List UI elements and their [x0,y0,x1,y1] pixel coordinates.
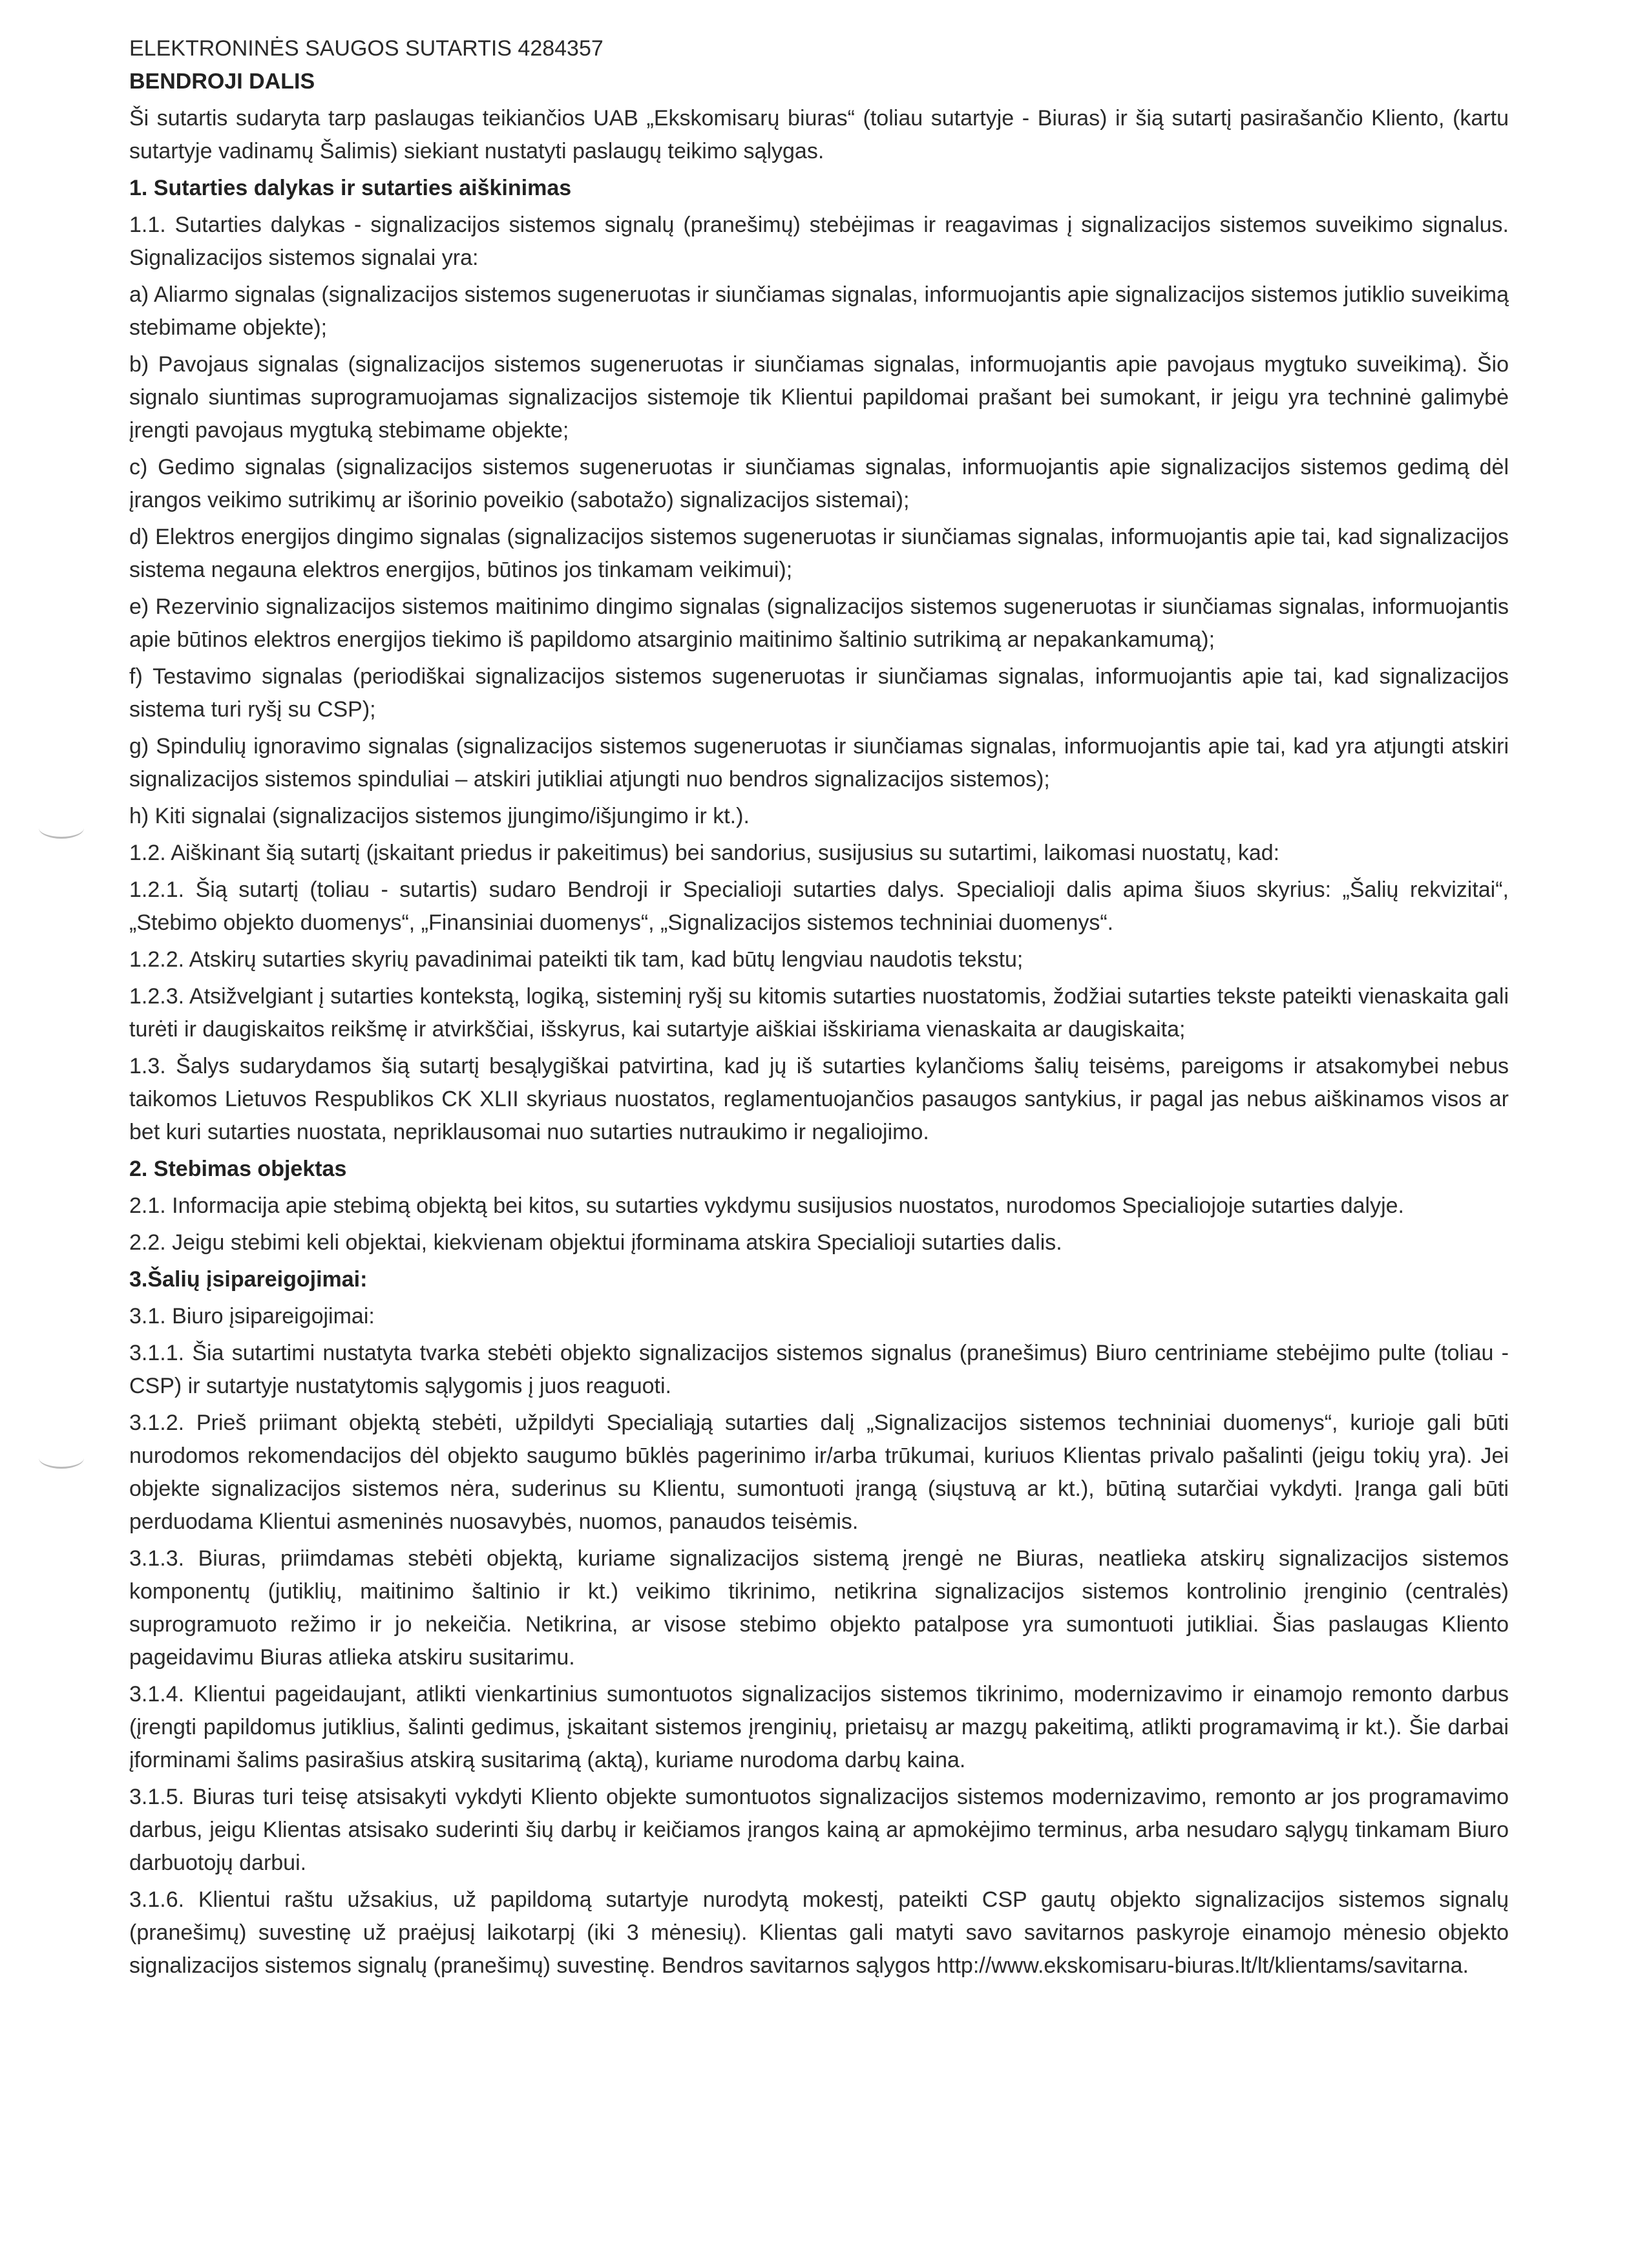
paragraph: f) Testavimo signalas (periodiškai signalizacijos sistemos sugeneruotas ir siunčiamas signalas, informuojantis apie tai, kad signalizacijos sistema turi ryšį su CSP); [129,664,1509,722]
paragraph: 1.2. Aiškinant šią sutartį (įskaitant priedus ir pakeitimus) bei sandorius, susijusius su sutartimi, laikomasi nuostatų, kad: [129,841,1280,865]
paragraph: 2.2. Jeigu stebimi keli objektai, kiekvienam objektui įforminama atskira Specialioji sutarties dalis. [129,1230,1062,1255]
paragraph: 3.1.3. Biuras, priimdamas stebėti objektą, kuriame signalizacijos sistemą įrengė ne Biuras, neatlieka atskirų signalizacijos sistemos komponentų (jutiklių, maitinimo šaltinio ir kt.) veikimo tikrinimo, netikrina signalizacijos sistemos kontrolinio įrenginio (centralės) suprogramuoto režimo ir jo nekeičia. Netikrina, ar visose stebimo objekto patalpose yra sumontuoti jutikliai. Šias paslaugas Kliento pageidavimu Biuras atlieka atskiru susitarimu. [129,1546,1509,1670]
paragraph: 2.1. Informacija apie stebimą objektą bei kitos, su sutarties vykdymu susijusios nuostatos, nurodomos Specialiojoje sutarties dalyje. [129,1193,1404,1218]
paragraph: Ši sutartis sudaryta tarp paslaugas teikiančios UAB „Ekskomisarų biuras“ (toliau sutartyje - Biuras) ir šią sutartį pasirašančio Kliento, (kartu sutartyje vadinamų Šalimis) siekiant nustatyti paslaugų teikimo sąlygas. [129,106,1509,163]
section-heading: 2. Stebimas objektas [129,1157,347,1181]
contract-document [129,32,1509,1986]
paragraph: 1.2.2. Atskirų sutarties skyrių pavadinimai pateikti tik tam, kad būtų lengviau naudotis tekstu; [129,947,1024,972]
paragraph: 3.1.5. Biuras turi teisę atsisakyti vykdyti Kliento objekte sumontuotos signalizacijos sistemos modernizavimo, remonto ar jos programavimo darbus, jeigu Klientas atsisako suderinti šių darbų ir keičiamos įrangos kainą ar apmokėjimo terminus, arba nesudaro sąlygų tinkamam Biuro darbuotojų darbui. [129,1785,1509,1875]
paragraph: 3.1.2. Prieš priimant objektą stebėti, užpildyti Specialiąją sutarties dalį „Signalizacijos sistemos techniniai duomenys“, kurioje gali būti nurodomos rekomendacijos dėl objekto saugumo būklės pagerinimo ir/arba trūkumai, kuriuos Klientas privalo pašalinti (jeigu tokių yra). Jei objekte signalizacijos sistemos nėra, suderinus su Klientu, sumontuoti įrangą (siųstuvą ar kt.), būtiną sutarčiai vykdyti. Įranga gali būti perduodama Klientui asmeninės nuosavybės, nuomos, panaudos teisėmis. [129,1411,1509,1534]
scan-margin-mark [39,1447,84,1469]
paragraph: a) Aliarmo signalas (signalizacijos sistemos sugeneruotas ir siunčiamas signalas, informuojantis apie signalizacijos sistemos jutiklio suveikimą stebimame objekte); [129,282,1509,340]
paragraph: 1.3. Šalys sudarydamos šią sutartį besąlygiškai patvirtina, kad jų iš sutarties kylančioms šalių teisėms, pareigoms ir atsakomybei nebus taikomos Lietuvos Respublikos CK XLII skyriaus nuostatos, reglamentuojančios pasaugos santykius, ir pagal jas nebus aiškinamos visos ar bet kuri sutarties nuostata, nepriklausomai nuo sutarties nutraukimo ir negaliojimo. [129,1054,1509,1144]
section-heading: 3.Šalių įsipareigojimai: [129,1267,368,1292]
paragraph: d) Elektros energijos dingimo signalas (signalizacijos sistemos sugeneruotas ir siunčiamas signalas, informuojantis apie tai, kad signalizacijos sistema negauna elektros energijos, būtinos jos tinkamam veikimui); [129,525,1509,582]
paragraph: 3.1.1. Šia sutartimi nustatyta tvarka stebėti objekto signalizacijos sistemos signalus (pranešimus) Biuro centriniame stebėjimo pulte (toliau - CSP) ir sutartyje nustatytomis sąlygomis į juos reaguoti. [129,1341,1509,1398]
document-body [129,65,1509,1982]
paragraph: 1.1. Sutarties dalykas - signalizacijos sistemos signalų (pranešimų) stebėjimas ir reagavimas į signalizacijos sistemos suveikimo signalus. Signalizacijos sistemos signalai yra: [129,213,1509,270]
paragraph: 3.1.4. Klientui pageidaujant, atlikti vienkartinius sumontuotos signalizacijos sistemos tikrinimo, modernizavimo ir einamojo remonto darbus (įrengti papildomus jutiklius, šalinti gedimus, įskaitant sistemos įrenginių, prietaisų ar mazgų pakeitimą, atlikti programavimą ir kt.). Šie darbai įforminami šalims pasirašius atskirą susitarimą (aktą), kuriame nurodoma darbų kaina. [129,1682,1509,1772]
paragraph: 1.2.1. Šią sutartį (toliau - sutartis) sudaro Bendroji ir Specialioji sutarties dalys. Specialioji dalis apima šiuos skyrius: „Šalių rekvizitai“, „Stebimo objekto duomenys“, „Finansiniai duomenys“, „Signalizacijos sistemos techniniai duomenys“. [129,877,1509,935]
paragraph: g) Spindulių ignoravimo signalas (signalizacijos sistemos sugeneruotas ir siunčiamas signalas, informuojantis apie tai, kad yra atjungti atskiri signalizacijos sistemos spinduliai – atskiri jutikliai atjungti nuo bendros signalizacijos sistemos); [129,734,1509,792]
paragraph: h) Kiti signalai (signalizacijos sistemos įjungimo/išjungimo ir kt.). [129,804,750,828]
paragraph: 3.1. Biuro įsipareigojimai: [129,1304,375,1328]
paragraph: b) Pavojaus signalas (signalizacijos sistemos sugeneruotas ir siunčiamas signalas, informuojantis apie pavojaus mygtuko suveikimą). Šio signalo siuntimas suprogramuojamas signalizacijos sistemoje tik Klientui papildomai prašant bei sumokant, ir jeigu yra techninė galimybė įrengti pavojaus mygtuką stebimame objekte; [129,352,1509,443]
paragraph: 1.2.3. Atsižvelgiant į sutarties kontekstą, logiką, sisteminį ryšį su kitomis sutarties nuostatomis, žodžiai sutarties tekste pateikti vienaskaita gali turėti ir daugiskaitos reikšmę ir atvirkščiai, išskyrus, kai sutartyje aiškiai išskiriama vienaskaita ar daugiskaita; [129,984,1509,1042]
section-heading: BENDROJI DALIS [129,69,315,94]
document-title: ELEKTRONINĖS SAUGOS SUTARTIS 4284357 [129,36,604,61]
paragraph: e) Rezervinio signalizacijos sistemos maitinimo dingimo signalas (signalizacijos sistemos sugeneruotas ir siunčiamas signalas, informuojantis apie būtinos elektros energijos tiekimo iš papildomo atsarginio maitinimo šaltinio sutrikimą ar nepakankamumą); [129,594,1509,652]
paragraph: 3.1.6. Klientui raštu užsakius, už papildomą sutartyje nurodytą mokestį, pateikti CSP gautų objekto signalizacijos sistemos signalų (pranešimų) suvestinę už praėjusį laikotarpį (iki 3 mėnesių). Klientas gali matyti savo savitarnos paskyroje einamojo mėnesio objekto signalizacijos sistemos signalų (pranešimų) suvestinę. Bendros savitarnos sąlygos http://www.ekskomisaru-biuras.lt/lt/klientams/savitarna. [129,1887,1509,1978]
scan-margin-mark [39,817,84,839]
paragraph: c) Gedimo signalas (signalizacijos sistemos sugeneruotas ir siunčiamas signalas, informuojantis apie signalizacijos sistemos gedimą dėl įrangos veikimo sutrikimų ar išorinio poveikio (sabotažo) signalizacijos sistemai); [129,455,1509,512]
section-heading: 1. Sutarties dalykas ir sutarties aiškinimas [129,176,572,200]
